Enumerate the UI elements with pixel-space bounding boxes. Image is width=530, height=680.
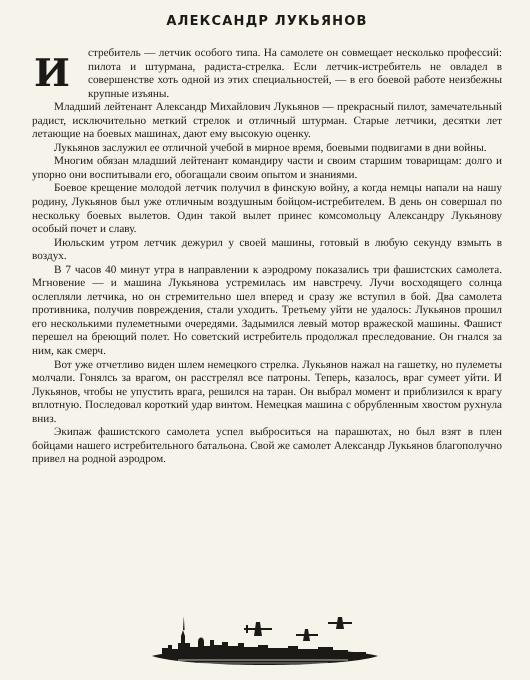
- paragraph-8: Вот уже отчетливо виден шлем немецкого стрелка. Лукьянов нажал на гашетку, но пулеметы молчали. Гонялсь за врагом, он расстрелял все патроны. Теперь, казалось, враг сумеет уйти. И Лукьянов, чтобы не упустить врага, решился на таран. Он выбрал момент и приблизился к врагу вплотную. Последовал короткий удар винтом. Немецкая машина с обрубленным хвостом рухнула вниз.: [32, 358, 502, 425]
- paragraph-1: стребитель — летчик особого типа. На самолете он совмещает несколько профессий: пилота и штурмана, радиста-стрелка. Если летчик-истребитель не овладел в совершенстве хоть одной из этих специальностей, — в его боевой работе неизбежны крупные изъяны.: [88, 47, 502, 100]
- drop-cap: И: [34, 50, 70, 95]
- paragraph-2: Младший лейтенант Александр Михайлович Лукьянов — прекрасный пилот, замечательный радист, исключительно меткий стрелок и отличный штурман. Старые летчики, десятки лет летающие на боевых машинах, дают ему высокую оценку.: [32, 101, 502, 141]
- page-title: АЛЕКСАНДР ЛУКЬЯНОВ: [166, 14, 368, 29]
- paragraph-7: В 7 часов 40 минут утра в направлении к аэродрому показались три фашистских самолета. Мгновение — и машина Лукьянова устремилась им навстречу. Лучи восходящего солнца ослепляли летчика, но он стремительно шел вперед и сразу же вступил в бой. Два самолета противника, получив повреждения, стали уходить. Третьему уйти не удалось: Лукьянов прошил его несколькими пулеметными очередями. Задымился левый мотор вражеской машины. Фашист перешел на бреющий полет. Но советский истребитель продолжал преследование. Он гнался за ним, как смерч.: [32, 263, 502, 358]
- paragraph-3: Лукьянов заслужил ее отличной учебой в мирное время, боевыми подвигами в дни войны.: [54, 141, 487, 154]
- paragraph-9: Экипаж фашистского самолета успел выброситься на парашютах, но был взят в плен бойцами нашего истребительного батальона. Свой же самолет Александр Лукьянов благополучно привел на родной аэродром.: [32, 426, 502, 466]
- paragraph-6: Июльским утром летчик дежурил у своей машины, готовый в любую секунду взмыть в воздух.: [32, 236, 502, 263]
- article-body: [32, 47, 502, 467]
- city-skyline-with-planes-vignette: [148, 612, 382, 668]
- paragraph-4: Многим обязан младший лейтенант командиру части и своим старшим товарищам: долго и упорно они воспитывали его, обогащали своим опытом и знаниями.: [32, 155, 502, 181]
- paragraph-5: Боевое крещение молодой летчик получил в финскую войну, а когда немцы напали на нашу родину, Лукьянов был уже отличным воздушным бойцом-истребителем. В день он совершал по нескольку боевых вылетов. Один такой вылет принес комсомольцу Александру Лукьянову особый почет и славу.: [32, 182, 502, 236]
